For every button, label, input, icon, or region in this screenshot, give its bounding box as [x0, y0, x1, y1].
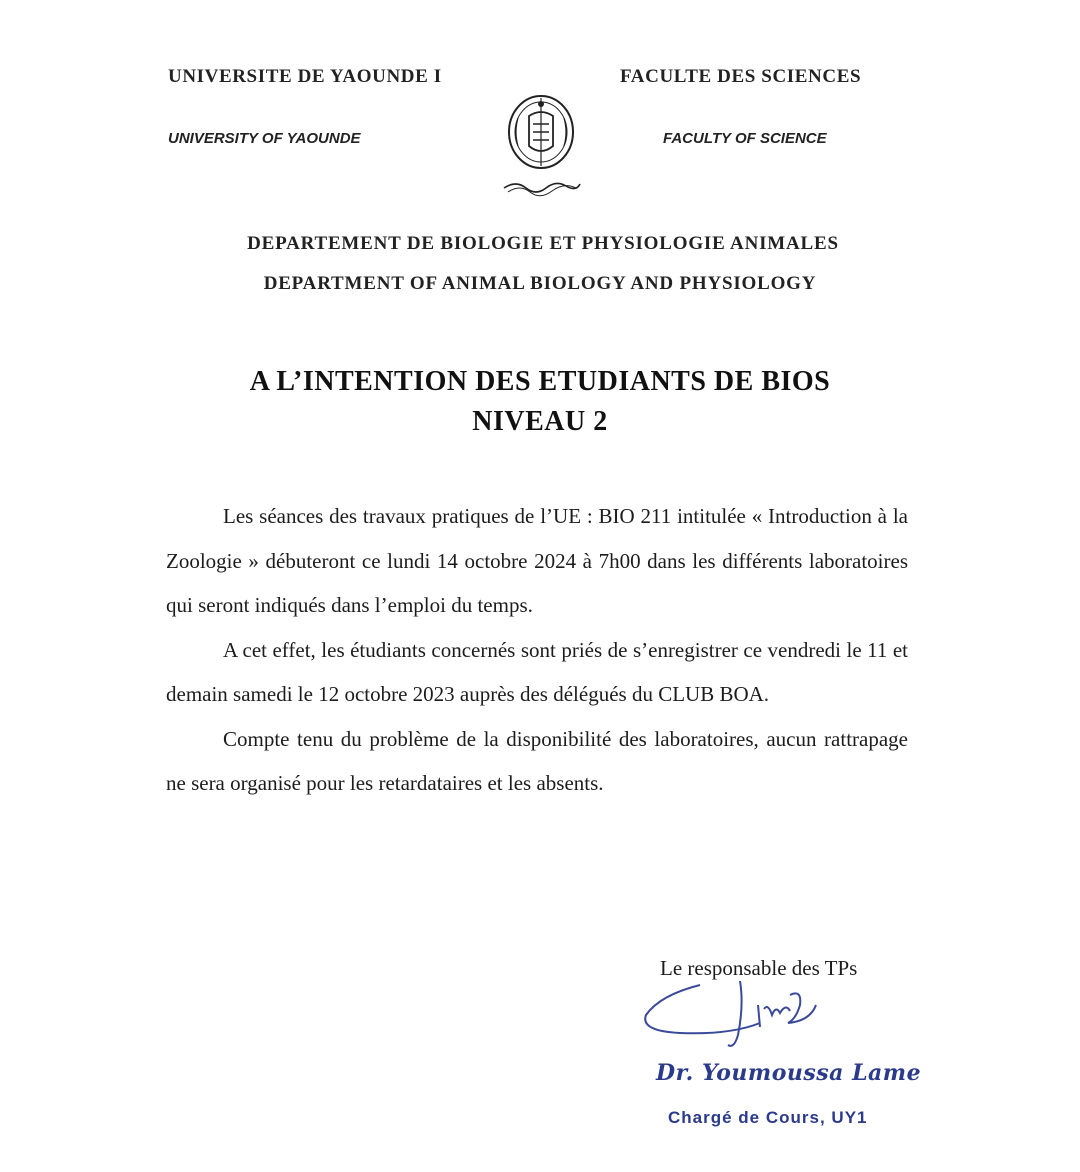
faculty-name-fr: FACULTE DES SCIENCES	[620, 66, 862, 87]
department-name-en: DEPARTMENT OF ANIMAL BIOLOGY AND PHYSIOLOGY	[263, 273, 817, 294]
paragraph-schedule: Les séances des travaux pratiques de l’UE : BIO 211 intitulée « Introduction à la Zoologie » débuteront ce lundi 14 octobre 2024 à 7h00 dans les différents laboratoires qui seront indiqués dans l’emploi du temps.	[166, 504, 908, 617]
paragraph-no-makeup: Compte tenu du problème de la disponibilité des laboratoires, aucun rattrapage ne sera organisé pour les retardataires et les absents.	[166, 726, 908, 795]
notice-title: A L’INTENTION DES ETUDIANTS DE BIOS	[249, 366, 831, 397]
university-name-en: UNIVERSITY OF YAOUNDE	[168, 130, 361, 147]
notice-subtitle: NIVEAU 2	[472, 406, 608, 437]
department-name-fr: DEPARTEMENT DE BIOLOGIE ET PHYSIOLOGIE ANIMALES	[247, 233, 839, 254]
notice-body	[166, 494, 908, 806]
signatory-role: Chargé de Cours, UY1	[668, 1108, 868, 1127]
signature-title: Le responsable des TPs	[660, 956, 858, 980]
faculty-name-en: FACULTY OF SCIENCE	[663, 130, 827, 147]
university-seal-logo	[496, 88, 586, 206]
handwritten-signature	[640, 975, 840, 1055]
signatory-name: Dr. Youmoussa Lame	[656, 1060, 922, 1086]
paragraph-registration: A cet effet, les étudiants concernés sont priés de s’enregistrer ce vendredi le 11 et demain samedi le 12 octobre 2023 auprès des délégués du CLUB BOA.	[166, 637, 908, 706]
university-name-fr: UNIVERSITE DE YAOUNDE I	[168, 66, 442, 87]
